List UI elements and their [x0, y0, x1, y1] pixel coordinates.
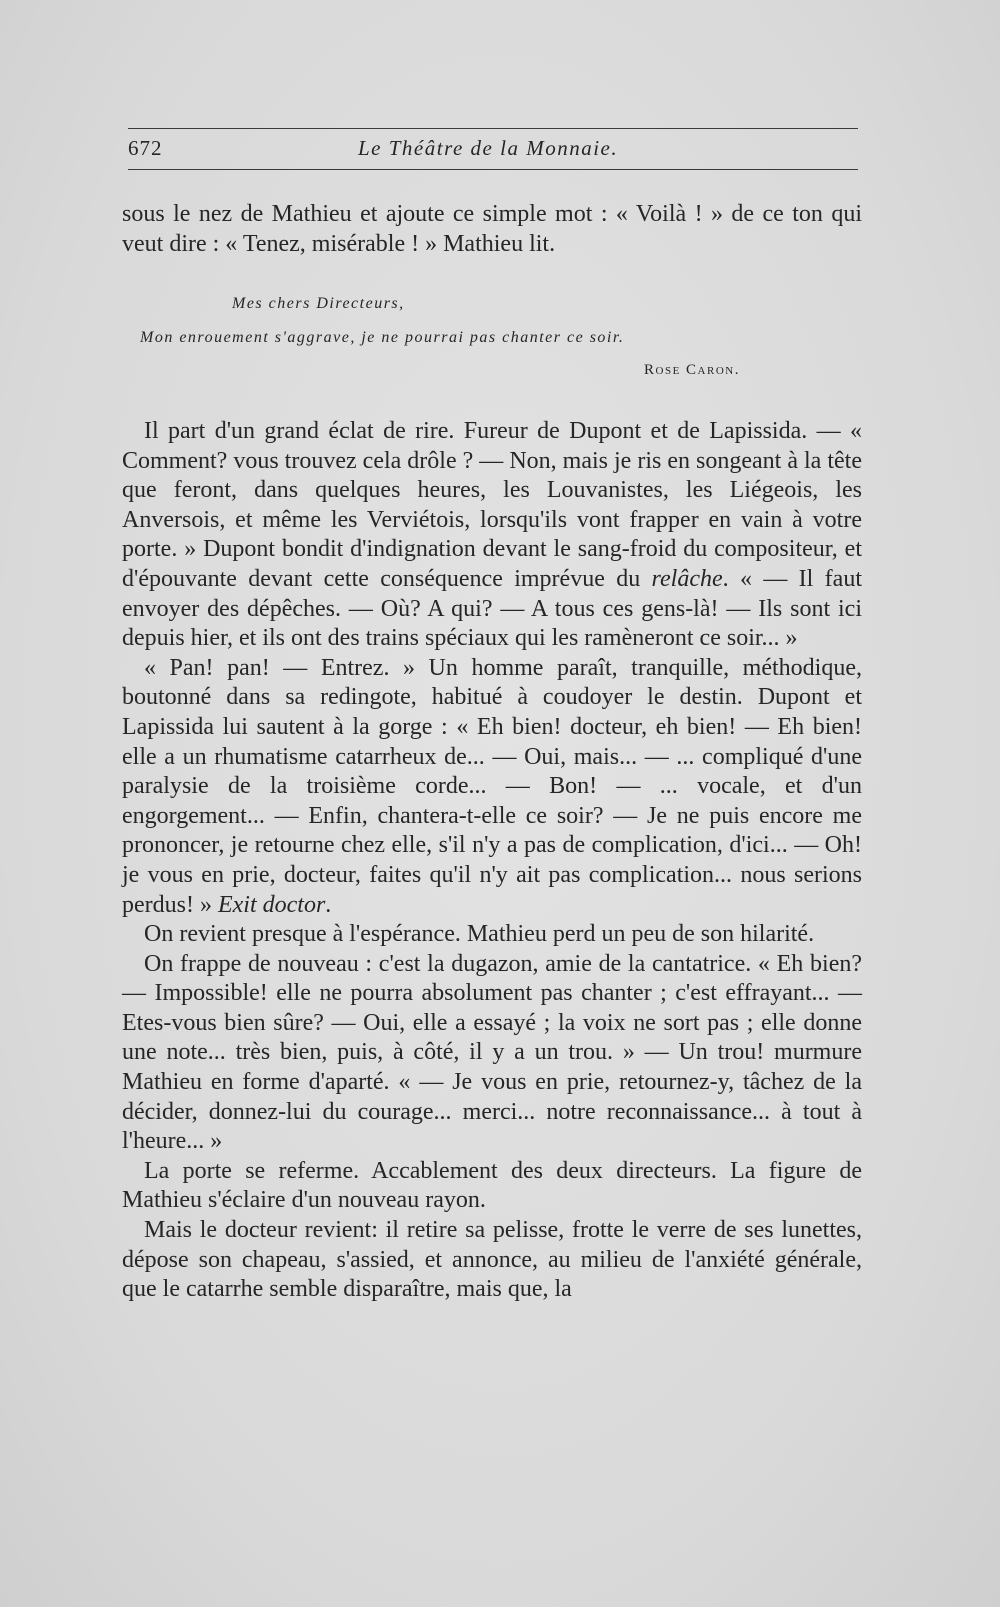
letter-body: Mon enrouement s'aggrave, je ne pourrai pas chanter ce soir. — [140, 329, 625, 346]
paragraph-5-text: La porte se referme. Accablement des deux directeurs. La figure de Mathieu s'éclaire d'un nouveau rayon. — [122, 1157, 862, 1214]
letter-signature: Rose Caron. — [644, 362, 740, 378]
paragraph-1-text: Il part d'un grand éclat de rire. Fureur de Dupont et de Lapissida. — « Comment? vous trouvez cela drôle ? — Non, mais je ris en songeant à la tête que feront, dans quelques heures, les Louvanistes, les Liégeois, les Anversois, et même les Verviétois, lorsqu'ils vont frapper en vain à votre porte. » Dupont bondit d'indignation devant le sang-froid du compositeur, et d'épouvante devant cette conséquence imprévue du — [122, 418, 862, 592]
paragraph-6 — [122, 1216, 862, 1305]
paragraph-4-text: On frappe de nouveau : c'est la dugazon, amie de la cantatrice. « Eh bien? — Impossible! elle ne pourra absolument pas chanter ; c'est effrayant... — Etes-vous bien sûre? — Oui, elle a essayé ; la voix ne sort pas ; elle donne une note... très bien, puis, à côté, il y a un trou. » — Un trou! murmure Mathieu en forme d'aparté. « — Je vous en prie, retournez-y, tâchez de la décider, donnez-lui du courage... merci... notre reconnaissance... à tout à l'heure... » — [122, 950, 862, 1155]
paragraph-1-tail: . « — Il faut envoyer des dépêches. — Où? A qui? — A tous ces gens-là! — Ils sont ici depuis hier, et ils ont des trains spéciaux qui les ramèneront ce soir... » — [122, 565, 862, 652]
paragraph-5 — [122, 1157, 862, 1216]
paragraph-2-italic: Exit doctor — [217, 891, 326, 918]
paragraph-3-text: On revient presque à l'espérance. Mathieu perd un peu de son hilarité. — [144, 921, 815, 948]
paragraph-4 — [122, 950, 862, 1157]
intro-paragraph — [122, 200, 862, 259]
page-header — [128, 134, 858, 164]
page-number: 672 — [128, 136, 163, 160]
paragraph-1-italic: relâche — [651, 565, 723, 592]
paragraph-3 — [122, 920, 862, 950]
intro-text: sous le nez de Mathieu et ajoute ce simple mot : « Voilà ! » de ce ton qui veut dire : « Tenez, misérable ! » Mathieu lit. — [122, 201, 862, 257]
paragraph-2-text: « Pan! pan! — Entrez. » Un homme paraît, tranquille, méthodique, boutonné dans sa redingote, habitué à coudoyer le destin. Dupont et Lapissida lui sautent à la gorge : « Eh bien! docteur, eh bien! — Eh bien! elle a un rhumatisme catarrheux de... — Oui, mais... — ... compliqué d'une paralysie de la troisième corde... — Bon! — ... vocale, et d'un engorgement... — Enfin, chantera-t-elle ce soir? — Je ne puis encore me prononcer, je retourne chez elle, s'il n'y a pas de complication, d'ici... — Oh! je vous en prie, docteur, faites qu'il n'y ait pas complication... nous serions perdus! » — [122, 654, 862, 918]
paragraph-2 — [122, 654, 862, 920]
letter-salutation: Mes chers Directeurs, — [232, 295, 405, 312]
paragraph-6-text: Mais le docteur revient: il retire sa pelisse, frotte le verre de ses lunettes, dépose son chapeau, s'assied, et annonce, au milieu de l'anxiété générale, que le catarrhe semble disparaître, mais que, la — [122, 1217, 862, 1303]
body-text — [122, 417, 862, 1305]
paragraph-2-tail: . — [325, 891, 332, 918]
paragraph-1 — [122, 417, 862, 654]
header-top-rule — [128, 128, 858, 129]
header-bottom-rule — [128, 169, 858, 170]
running-title: Le Théâtre de la Monnaie. — [358, 136, 619, 160]
